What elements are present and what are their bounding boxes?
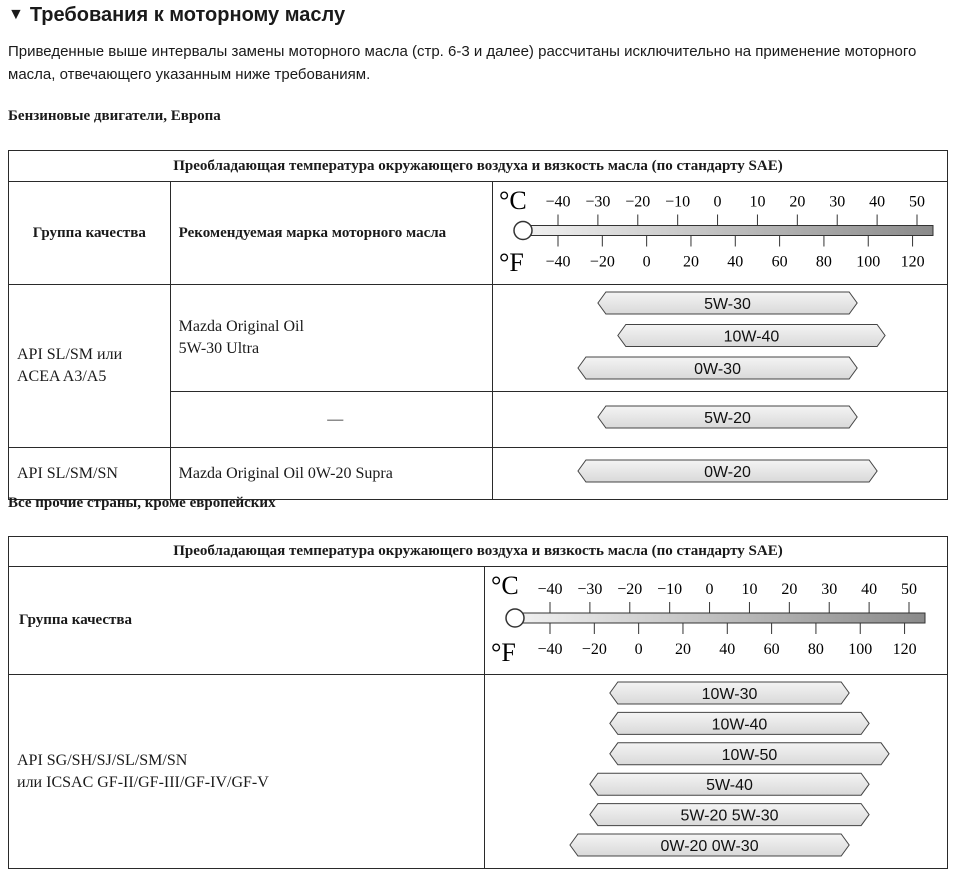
fahrenheit-tick-label: −40 xyxy=(537,641,563,658)
europe-table-header: Преобладающая температура окружающего воздуха и вязкость масла (по стандарту SAE) xyxy=(9,151,948,182)
viscosity-bar-label: 0W-20 0W-30 xyxy=(660,838,759,855)
thermometer-bulb xyxy=(514,222,532,240)
europe-section-title: Бензиновые двигатели, Европа xyxy=(8,108,221,124)
celsius-tick-label: 50 xyxy=(908,193,925,211)
europe-row2-bars-cell xyxy=(492,392,947,448)
fahrenheit-unit: °F xyxy=(491,638,516,667)
celsius-tick-label: −20 xyxy=(625,193,651,211)
other-col-quality: Группа качества xyxy=(9,567,485,675)
viscosity-bar-label: 5W-40 xyxy=(706,777,753,795)
celsius-tick-label: 30 xyxy=(829,193,846,211)
celsius-tick-label: 30 xyxy=(821,581,838,598)
europe-col-brand: Рекомендуемая марка моторного масла xyxy=(170,182,492,285)
fahrenheit-tick-label: 40 xyxy=(727,253,744,271)
fahrenheit-tick-label: 120 xyxy=(892,641,917,658)
fahrenheit-tick-label: −20 xyxy=(589,253,615,271)
viscosity-bar-label: 5W-30 xyxy=(704,296,751,313)
celsius-tick-label: −30 xyxy=(577,581,603,598)
thermometer-bulb xyxy=(506,609,524,627)
other-section-title: Все прочие страны, кроме европейских xyxy=(8,495,276,511)
celsius-tick-label: 0 xyxy=(713,193,722,211)
celsius-unit: °C xyxy=(498,186,527,215)
other-oil-table xyxy=(8,536,948,869)
europe-col-quality: Группа качества xyxy=(9,182,171,285)
celsius-tick-label: 10 xyxy=(749,193,766,211)
viscosity-bars xyxy=(485,675,947,863)
europe-row3-bars-cell xyxy=(492,448,947,500)
intro-paragraph: Приведенные выше интервалы замены моторного масла (стр. 6-3 и далее) рассчитаны исключительно на применение моторного масла, отвечающего указанным ниже требованиям. xyxy=(8,43,917,83)
viscosity-bar-label: 5W-20 5W-30 xyxy=(680,807,779,825)
celsius-tick-label: −40 xyxy=(545,193,571,211)
fahrenheit-tick-label: 100 xyxy=(856,253,881,271)
europe-row1-quality: API SL/SM или ACEA A3/A5 xyxy=(9,285,171,448)
section-heading xyxy=(8,4,345,27)
other-quality: API SG/SH/SJ/SL/SM/SN или ICSAC GF-II/GF-III/GF-IV/GF-V xyxy=(9,675,485,869)
celsius-tick-label: −10 xyxy=(665,193,691,211)
viscosity-bars xyxy=(493,448,947,494)
fahrenheit-tick-label: 0 xyxy=(634,641,643,658)
other-bars-cell xyxy=(485,675,948,869)
europe-oil-table xyxy=(8,150,948,500)
thermometer-tube xyxy=(521,226,933,236)
viscosity-bar-label: 10W-30 xyxy=(701,686,758,703)
viscosity-bar-label: 10W-40 xyxy=(711,716,768,734)
fahrenheit-tick-label: 0 xyxy=(642,253,651,271)
fahrenheit-tick-label: 40 xyxy=(719,641,736,658)
celsius-tick-label: 40 xyxy=(869,193,886,211)
viscosity-bars xyxy=(493,392,947,442)
celsius-tick-label: 0 xyxy=(705,581,714,598)
celsius-tick-label: 40 xyxy=(861,581,878,598)
celsius-tick-label: −40 xyxy=(537,581,563,598)
temperature-scale xyxy=(493,182,947,279)
fahrenheit-tick-label: −40 xyxy=(545,253,571,271)
celsius-tick-label: −20 xyxy=(617,581,643,598)
temperature-scale xyxy=(485,567,947,669)
other-table-header: Преобладающая температура окружающего воздуха и вязкость масла (по стандарту SAE) xyxy=(9,537,948,567)
other-scale-cell xyxy=(485,567,948,675)
celsius-tick-label: −30 xyxy=(585,193,611,211)
viscosity-bars xyxy=(493,285,947,386)
fahrenheit-unit: °F xyxy=(498,248,524,277)
thermometer-tube xyxy=(513,613,925,623)
fahrenheit-tick-label: 80 xyxy=(807,641,824,658)
europe-row3-brand: Mazda Original Oil 0W-20 Supra xyxy=(170,448,492,500)
viscosity-bar-label: 0W-30 xyxy=(694,361,741,378)
celsius-tick-label: 20 xyxy=(781,581,798,598)
europe-row2-brand: — xyxy=(170,392,492,448)
fahrenheit-tick-label: −20 xyxy=(581,641,607,658)
fahrenheit-tick-label: 60 xyxy=(763,641,780,658)
fahrenheit-tick-label: 60 xyxy=(771,253,788,271)
europe-row1-bars-cell xyxy=(492,285,947,392)
celsius-tick-label: −10 xyxy=(657,581,683,598)
viscosity-bar-label: 0W-20 xyxy=(704,464,751,481)
triangle-down-icon: ▼ xyxy=(8,6,24,23)
fahrenheit-tick-label: 120 xyxy=(900,253,925,271)
europe-scale-cell xyxy=(492,182,947,285)
celsius-unit: °C xyxy=(491,571,519,600)
heading-text: Требования к моторному маслу xyxy=(29,4,346,26)
viscosity-bar-label: 10W-50 xyxy=(721,746,778,764)
fahrenheit-tick-label: 100 xyxy=(848,641,873,658)
celsius-tick-label: 10 xyxy=(741,581,758,598)
europe-row3-quality: API SL/SM/SN xyxy=(9,448,171,500)
fahrenheit-tick-label: 20 xyxy=(674,641,691,658)
celsius-tick-label: 50 xyxy=(901,581,917,598)
viscosity-bar-label: 5W-20 xyxy=(704,410,751,427)
europe-row1-brand: Mazda Original Oil 5W-30 Ultra xyxy=(170,285,492,392)
fahrenheit-tick-label: 80 xyxy=(815,253,832,271)
fahrenheit-tick-label: 20 xyxy=(682,253,699,271)
viscosity-bar-label: 10W-40 xyxy=(723,328,780,346)
celsius-tick-label: 20 xyxy=(789,193,806,211)
